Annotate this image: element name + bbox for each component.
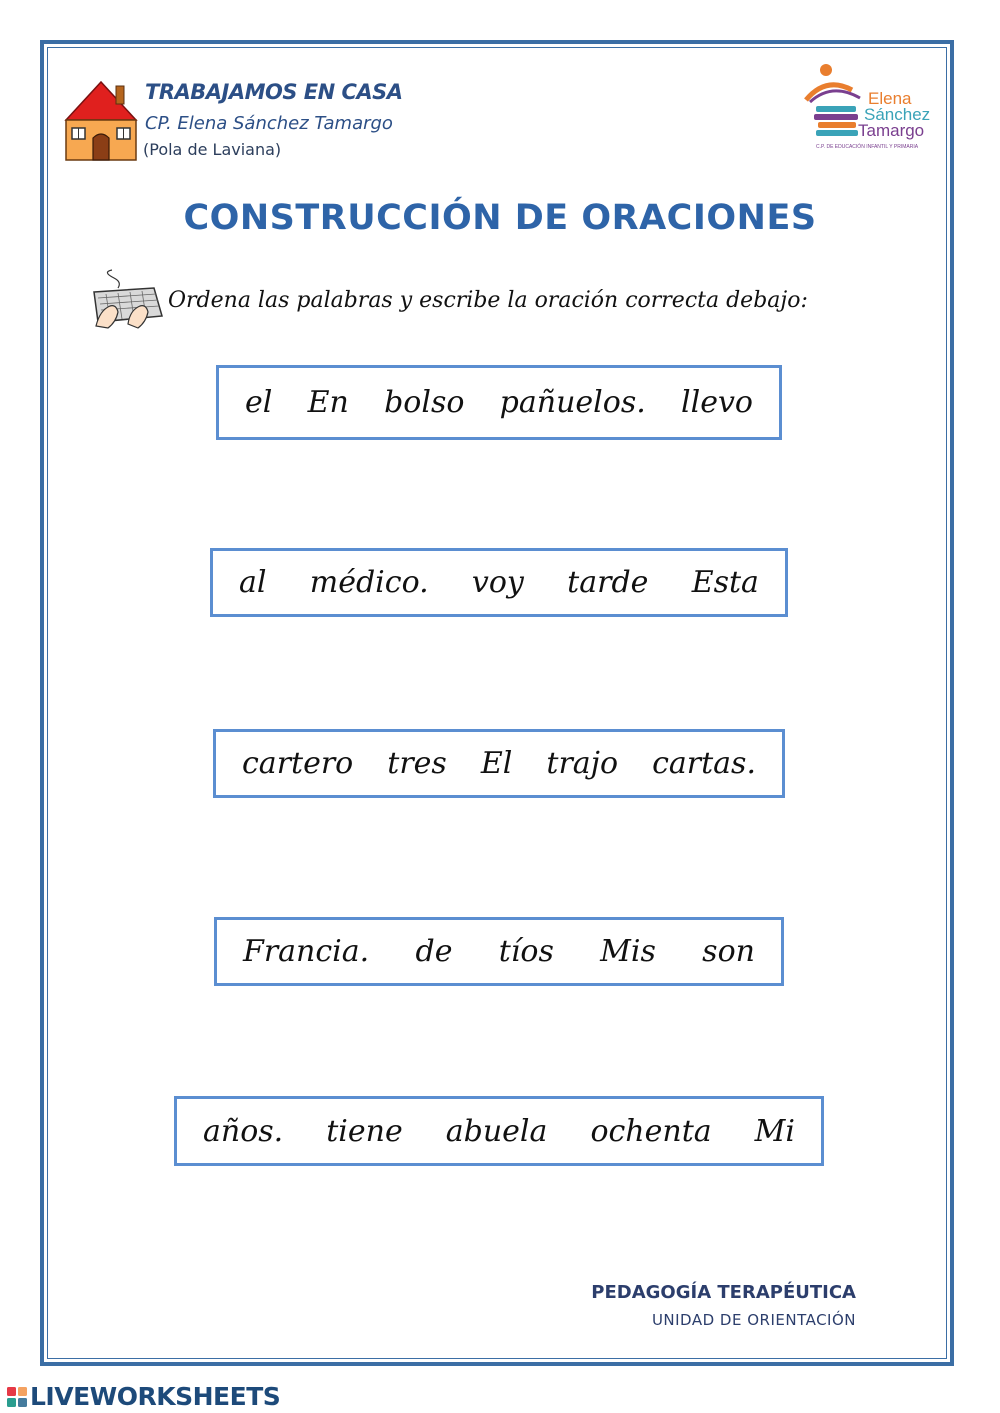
word-tile: Francia.	[243, 934, 370, 969]
word-tile: trajo	[546, 746, 619, 781]
page-title: CONSTRUCCIÓN DE ORACIONES	[183, 198, 817, 238]
word-tile: tiene	[326, 1113, 403, 1149]
word-tile: pañuelos.	[499, 385, 646, 420]
word-tile: El	[480, 746, 513, 781]
word-tile: al	[239, 565, 267, 600]
word-tile: Esta	[691, 565, 759, 600]
logo-word-1: Elena	[868, 89, 912, 108]
department-label: PEDAGOGÍA TERAPÉUTICA	[591, 1282, 856, 1303]
word-tile: En	[307, 385, 349, 420]
sentence-box	[213, 729, 785, 798]
word-tile: cartero	[242, 746, 354, 781]
word-tile: voy	[471, 565, 524, 600]
word-tile: de	[415, 934, 453, 969]
keyboard-typing-icon	[88, 266, 166, 330]
school-location: (Pola de Laviana)	[143, 140, 282, 159]
sentence-box	[174, 1096, 824, 1166]
header-title: TRABAJAMOS EN CASA	[145, 80, 403, 104]
word-tile: Mi	[754, 1113, 795, 1149]
word-tile: médico.	[309, 565, 429, 600]
word-tile: tres	[387, 746, 447, 781]
house-icon	[62, 80, 140, 162]
word-tile: tarde	[567, 565, 649, 600]
school-name: CP. Elena Sánchez Tamargo	[145, 113, 393, 134]
logo-word-2: Sánchez	[864, 105, 931, 124]
sentence-box	[210, 548, 788, 617]
sentence-box	[214, 917, 784, 986]
word-tile: el	[245, 385, 273, 420]
word-tile: cartas.	[652, 746, 756, 781]
word-tile: Mis	[600, 934, 656, 969]
sentence-box	[216, 365, 782, 440]
school-logo	[802, 62, 942, 152]
logo-subtitle: C.P. DE EDUCACIÓN INFANTIL Y PRIMARIA	[816, 144, 919, 150]
unit-label: UNIDAD DE ORIENTACIÓN	[651, 1311, 856, 1329]
liveworksheets-brand[interactable]	[6, 1382, 280, 1411]
logo-word-3: Tamargo	[858, 121, 925, 140]
instruction-text: Ordena las palabras y escribe la oración correcta debajo:	[168, 288, 808, 313]
liveworksheets-wordmark: LIVEWORKSHEETS	[30, 1382, 281, 1411]
word-tile: abuela	[445, 1113, 548, 1149]
word-tile: bolso	[384, 385, 465, 420]
word-tile: son	[702, 934, 755, 969]
word-tile: ochenta	[590, 1113, 712, 1149]
word-tile: años.	[203, 1113, 284, 1149]
word-tile: tíos	[498, 934, 554, 969]
word-tile: llevo	[681, 385, 753, 420]
liveworksheets-logo-icon	[6, 1386, 28, 1408]
